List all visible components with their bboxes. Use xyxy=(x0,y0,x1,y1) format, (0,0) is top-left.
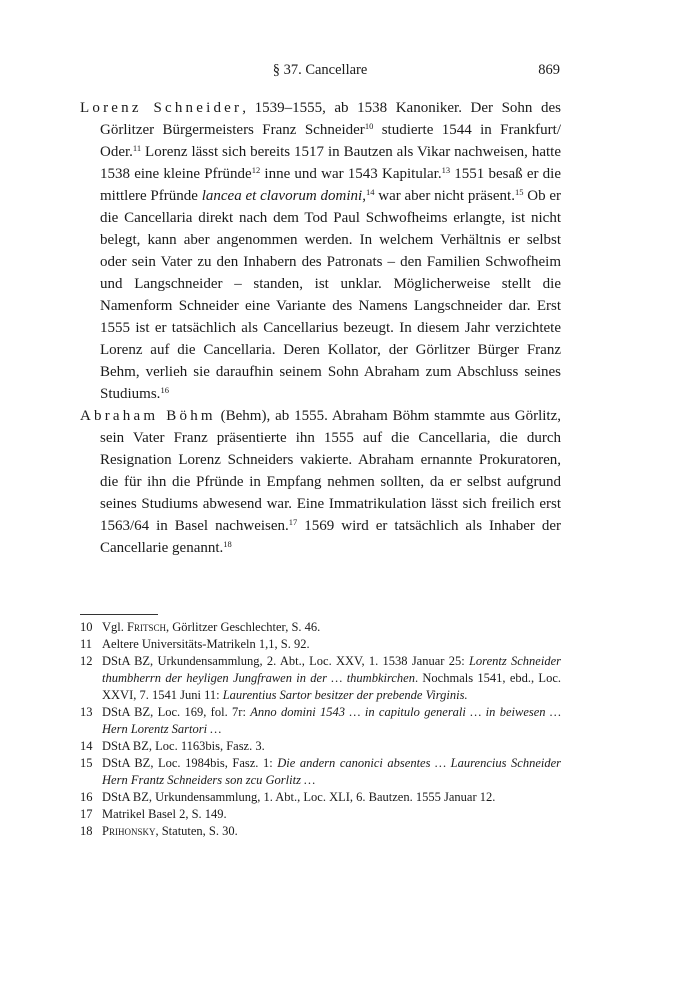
person-name: Abraham Böhm xyxy=(80,408,216,424)
footnote-text-part: DStA BZ, Loc. 1163bis, Fasz. 3. xyxy=(102,739,265,753)
footnote xyxy=(80,789,561,806)
footnote-ref[interactable]: 13 xyxy=(441,165,451,175)
footnote-text-part: Vgl. xyxy=(102,620,127,634)
footnote-number: 10 xyxy=(80,620,93,634)
footnote-ref[interactable]: 17 xyxy=(288,517,298,527)
footnote-text xyxy=(102,636,561,653)
footnotes xyxy=(80,619,561,840)
footnote xyxy=(80,619,561,636)
entry-text: Lorenz lässt sich bereits 1517 in Bautzen als Vikar nachweisen, hatte 1538 eine kleine Pfründe xyxy=(100,144,561,182)
entry-text: war aber nicht präsent. xyxy=(374,188,515,204)
footnote-text-part: Matrikel Basel 2, S. 149. xyxy=(102,807,227,821)
footnote-ref[interactable]: 12 xyxy=(251,165,261,175)
footnote-ref[interactable]: 14 xyxy=(365,187,375,197)
entry-lorenz-schneider xyxy=(80,97,561,405)
footnote-text-part: Aeltere Universitäts-Matrikeln 1,1, S. 92. xyxy=(102,637,310,651)
entry-text: 1569 wird er tatsächlich als Inhaber der Cancellarie genannt. xyxy=(100,518,561,556)
footnote-text xyxy=(102,738,561,755)
person-name: Lorenz Schneider xyxy=(80,100,243,116)
footnote-text xyxy=(102,653,561,704)
footnote-number: 11 xyxy=(80,637,93,651)
entry-text: , xyxy=(362,188,366,204)
author-name: Prihonsky xyxy=(102,824,156,838)
footnote-text-part: DStA BZ, Urkundensammlung, 2. Abt., Loc. XXV, 1. 1538 Januar 25: xyxy=(102,654,469,668)
quotation: Die andern canonici absentes … Laurencius Schneider Hern Frantz Schneiders son zcu Gorlitz … xyxy=(102,756,562,787)
footnote-text-part: . Nochmals 1541, ebd., Loc. XXVI, 7. 1541 Juni 11: xyxy=(102,671,561,702)
footnote-text-part: , Görlitzer Geschlechter, S. 46. xyxy=(165,620,321,634)
footnote-ref[interactable]: 11 xyxy=(132,143,142,153)
footnote xyxy=(80,738,561,755)
footnote-number: 12 xyxy=(80,654,93,668)
footnote-text xyxy=(102,704,561,738)
footnote xyxy=(80,653,561,704)
entry-text: inne und war 1543 Kapitular. xyxy=(260,166,442,182)
latin-term: lancea et clavorum domini xyxy=(201,188,363,204)
footnote xyxy=(80,636,561,653)
footnote-number: 16 xyxy=(80,790,93,804)
footnote-text-part: DStA BZ, Loc. 1984bis, Fasz. 1: xyxy=(102,756,278,770)
footnote-number: 15 xyxy=(80,756,93,770)
footnote-number: 18 xyxy=(80,824,93,838)
running-title: § 37. Cancellare xyxy=(272,62,368,78)
footnote xyxy=(80,806,561,823)
footnote-number: 17 xyxy=(80,807,93,821)
entry-text: 1551 besaß er die mittlere Pfründe xyxy=(100,166,561,204)
footnote-text xyxy=(102,823,561,840)
footnote-ref[interactable]: 10 xyxy=(364,121,374,131)
quotation: Anno domini 1543 … in capitulo generali … in beiwesen … Hern Lorentz Sartori … xyxy=(102,705,562,736)
footnote-text xyxy=(102,806,561,823)
footnote xyxy=(80,823,561,840)
footnote-text-part: DStA BZ, Urkundensammlung, 1. Abt., Loc. XLI, 6. Bautzen. 1555 Januar 12. xyxy=(102,790,496,804)
footnote-ref[interactable]: 18 xyxy=(223,539,232,549)
entry-text: studierte 1544 in Frankfurt/ Oder. xyxy=(100,122,561,160)
footnote xyxy=(80,704,561,738)
footnote-text-part: , Statuten, S. 30. xyxy=(155,824,238,838)
footnote-text xyxy=(102,789,561,806)
footnote-text-part: DStA BZ, Loc. 169, fol. 7r: xyxy=(102,705,251,719)
page-number: 869 xyxy=(538,62,560,78)
entry-text: , 1539–1555, ab 1538 Kanoniker. Der Sohn des Görlitzer Bürgermeisters Franz Schneider xyxy=(100,100,561,138)
footnote-ref[interactable]: 16 xyxy=(160,385,169,395)
entry-abraham-boehm xyxy=(80,405,561,559)
running-head xyxy=(80,62,560,82)
quotation: Laurentius Sartor besitzer der prebende Virginis. xyxy=(222,688,468,702)
footnote-text xyxy=(102,619,561,636)
footnote-number: 13 xyxy=(80,705,93,719)
footnote-separator xyxy=(80,614,158,615)
footnote xyxy=(80,755,561,789)
entry-text: Ob er die Cancellaria direkt nach dem Tod Paul Schwofheims erlangte, ist nicht belegt, kann aber angenommen werden. In welchem Verhältnis er selbst oder sein Vater zu den Inhabern des Patronats – den Familien Schwofheim und Langschneider – standen, ist unklar. Möglicherweise stellt die Namenform Schneider eine Variante des Namens Langschneider dar. Erst 1555 ist er tatsächlich als Cancellarius bezeugt. In diesem Jahr verzichtete Lorenz auf die Cancellaria. Deren Kollator, der Görlitzer Bürger Franz Behm, verlieh sie daraufhin seinem Sohn Abraham zum Abschluss seines Studiums. xyxy=(100,188,562,402)
footnote-text xyxy=(102,755,561,789)
entry-text: (Behm), ab 1555. Abraham Böhm stammte aus Görlitz, sein Vater Franz präsentierte ihn 1555 auf die Cancellaria, die durch Resignation Lorenz Schneiders vakierte. Abraham ernannte Prokuratoren, die für ihn die Pfründe in Empfang nehmen sollten, da er selbst aufgrund seines Studiums abwesend war. Eine Immatrikulation lässt sich freilich erst 1563/64 in Basel nachweisen. xyxy=(100,408,561,534)
footnote-ref[interactable]: 15 xyxy=(514,187,524,197)
main-text xyxy=(80,97,561,559)
footnote-number: 14 xyxy=(80,739,93,753)
author-name: Fritsch xyxy=(127,620,166,634)
quotation: Lorentz Schneider thumbherrn der heyligen Jungfrawen in der … thumbkirchen xyxy=(102,654,561,685)
